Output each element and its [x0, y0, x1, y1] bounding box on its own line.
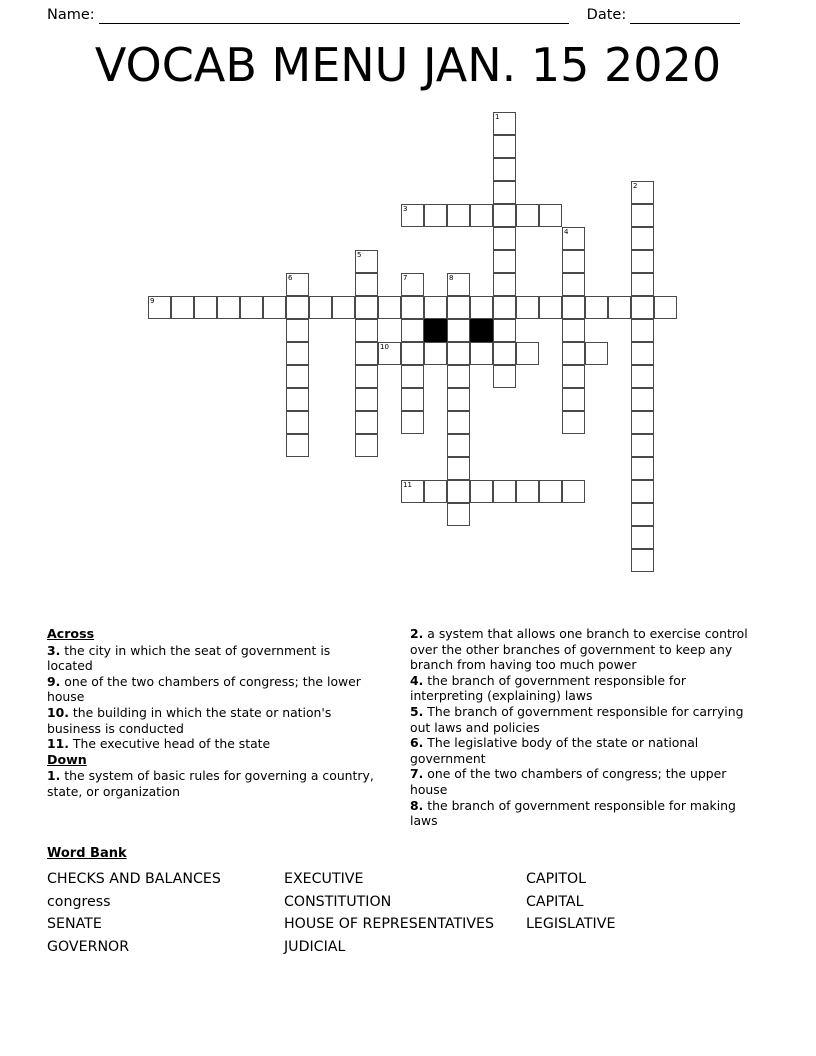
- date-label: Date:: [586, 7, 627, 23]
- crossword-cell[interactable]: [562, 296, 585, 319]
- crossword-cell[interactable]: [493, 365, 516, 388]
- crossword-cell[interactable]: [631, 526, 654, 549]
- crossword-cell[interactable]: [332, 296, 355, 319]
- crossword-cell[interactable]: [378, 296, 401, 319]
- clue-number: 11.: [47, 736, 69, 752]
- word-bank-item: SENATE: [47, 916, 102, 933]
- clue-text: one of the two chambers of congress; the lower house: [47, 673, 361, 705]
- crossword-cell[interactable]: [562, 273, 585, 296]
- crossword-cell[interactable]: [631, 319, 654, 342]
- clue-text: The executive head of the state: [72, 736, 271, 752]
- crossword-cell[interactable]: [401, 342, 424, 365]
- word-bank-column-3: [526, 868, 726, 936]
- word-bank-item: CAPITOL: [526, 871, 587, 887]
- crossword-cell[interactable]: [355, 250, 378, 273]
- crossword-cell[interactable]: [631, 503, 654, 526]
- crossword-cell[interactable]: [562, 365, 585, 388]
- crossword-cell[interactable]: [562, 319, 585, 342]
- crossword-cell-number: 2: [633, 182, 638, 190]
- clue-text: the city in which the seat of government is located: [47, 642, 331, 674]
- crossword-cell[interactable]: [447, 204, 470, 227]
- crossword-cell[interactable]: [286, 388, 309, 411]
- crossword-cell[interactable]: [309, 296, 332, 319]
- crossword-cell[interactable]: [631, 434, 654, 457]
- crossword-cell[interactable]: [447, 296, 470, 319]
- crossword-cell[interactable]: [401, 204, 424, 227]
- clue-down-5: [410, 704, 755, 735]
- crossword-cell[interactable]: [447, 365, 470, 388]
- crossword-cell[interactable]: [447, 480, 470, 503]
- clues-section: [47, 626, 769, 829]
- crossword-cell[interactable]: [493, 135, 516, 158]
- page-title: VOCAB MENU JAN. 15 2020: [94, 38, 722, 92]
- name-label: Name:: [47, 7, 95, 23]
- crossword-cell[interactable]: [631, 480, 654, 503]
- crossword-cell[interactable]: [286, 296, 309, 319]
- crossword-cell[interactable]: [378, 342, 401, 365]
- crossword-cell[interactable]: [148, 296, 171, 319]
- clue-across-3: [47, 643, 377, 674]
- crossword-cell[interactable]: [516, 204, 539, 227]
- crossword-cell[interactable]: [539, 480, 562, 503]
- word-bank-column-1: [47, 868, 284, 958]
- crossword-cell[interactable]: [355, 319, 378, 342]
- crossword-cell[interactable]: [447, 503, 470, 526]
- crossword-cell[interactable]: [286, 342, 309, 365]
- crossword-cell[interactable]: [493, 181, 516, 204]
- clue-text: the system of basic rules for governing a country, state, or organization: [47, 768, 374, 799]
- crossword-block-cell: [470, 319, 493, 342]
- clue-across-11: [47, 736, 377, 752]
- clue-number: 6.: [410, 735, 424, 751]
- crossword-block-cell: [424, 319, 447, 342]
- crossword-cell[interactable]: [539, 204, 562, 227]
- crossword-cell[interactable]: [631, 342, 654, 365]
- clue-text: a system that allows one branch to exercise control over the other branches of government to keep any branch from having too much power: [410, 626, 748, 673]
- crossword-cell[interactable]: [562, 250, 585, 273]
- crossword-cell[interactable]: [631, 204, 654, 227]
- crossword-cell-number: 3: [403, 205, 408, 213]
- crossword-cell[interactable]: [654, 296, 677, 319]
- word-bank-item: congress: [47, 893, 111, 910]
- crossword-cell-number: 1: [495, 113, 500, 121]
- word-bank-heading: Word Bank: [47, 846, 127, 861]
- crossword-cell[interactable]: [355, 388, 378, 411]
- crossword-cell[interactable]: [355, 273, 378, 296]
- crossword-cell[interactable]: [585, 296, 608, 319]
- crossword-cell[interactable]: [493, 296, 516, 319]
- crossword-cell-number: 9: [150, 297, 155, 305]
- crossword-cell[interactable]: [355, 342, 378, 365]
- clue-down-7: [410, 766, 755, 797]
- word-bank-item: EXECUTIVE: [284, 871, 364, 887]
- crossword-cell[interactable]: [447, 388, 470, 411]
- word-bank-item: HOUSE OF REPRESENTATIVES: [284, 916, 495, 933]
- crossword-cell[interactable]: [562, 342, 585, 365]
- word-bank-item: LEGISLATIVE: [526, 916, 616, 933]
- crossword-cell[interactable]: [355, 365, 378, 388]
- clue-text: The legislative body of the state or national government: [410, 735, 699, 766]
- crossword-cell[interactable]: [562, 388, 585, 411]
- across-heading: Across: [47, 626, 95, 641]
- crossword-cell[interactable]: [631, 181, 654, 204]
- clue-across-9: [47, 674, 377, 705]
- crossword-cell[interactable]: [631, 388, 654, 411]
- word-bank-item: GOVERNOR: [47, 938, 130, 955]
- clue-across-10: [47, 705, 377, 736]
- crossword-cell[interactable]: [240, 296, 263, 319]
- clue-text: the branch of government responsible for making laws: [410, 797, 736, 829]
- crossword-cell[interactable]: [263, 296, 286, 319]
- crossword-cell[interactable]: [447, 411, 470, 434]
- crossword-cell[interactable]: [286, 434, 309, 457]
- crossword-cell[interactable]: [631, 250, 654, 273]
- crossword-cell[interactable]: [401, 365, 424, 388]
- crossword-cell[interactable]: [493, 342, 516, 365]
- crossword-cell[interactable]: [401, 388, 424, 411]
- crossword-cell[interactable]: [355, 296, 378, 319]
- crossword-cell[interactable]: [493, 250, 516, 273]
- crossword-cell[interactable]: [424, 480, 447, 503]
- crossword-cell[interactable]: [608, 296, 631, 319]
- crossword-cell[interactable]: [631, 227, 654, 250]
- crossword-cell[interactable]: [401, 319, 424, 342]
- crossword-cell[interactable]: [286, 411, 309, 434]
- clues-column-right: [410, 626, 755, 829]
- clues-column-left: [47, 626, 377, 800]
- crossword-cell[interactable]: [562, 411, 585, 434]
- crossword-cell-number: 11: [403, 481, 412, 489]
- crossword-cell[interactable]: [447, 434, 470, 457]
- crossword-cell[interactable]: [562, 480, 585, 503]
- clue-number: 7.: [410, 766, 424, 782]
- crossword-cell-number: 8: [449, 274, 454, 282]
- clue-text: The branch of government responsible for carrying out laws and policies: [410, 703, 744, 735]
- clue-text: the building in which the state or nation's business is conducted: [47, 704, 332, 736]
- crossword-cell[interactable]: [355, 411, 378, 434]
- crossword-cell[interactable]: [401, 273, 424, 296]
- crossword-cell[interactable]: [355, 434, 378, 457]
- crossword-cell-number: 7: [403, 274, 408, 282]
- crossword-cell[interactable]: [493, 480, 516, 503]
- clue-number: 2.: [410, 626, 424, 641]
- clue-number: 4.: [410, 672, 424, 688]
- clue-down-4: [410, 673, 755, 704]
- clue-number: 8.: [410, 797, 424, 813]
- clue-number: 5.: [410, 703, 424, 719]
- word-bank-columns: [47, 868, 769, 958]
- clue-down-1: [47, 768, 377, 799]
- crossword-cell[interactable]: [470, 296, 493, 319]
- clue-down-2: [410, 626, 755, 673]
- clue-text: the branch of government responsible for interpreting (explaining) laws: [410, 672, 686, 704]
- crossword-cell[interactable]: [516, 342, 539, 365]
- crossword-cell[interactable]: [470, 204, 493, 227]
- crossword-cell[interactable]: [401, 480, 424, 503]
- clue-number: 9.: [47, 673, 61, 689]
- crossword-cell[interactable]: [631, 411, 654, 434]
- crossword-cell[interactable]: [631, 365, 654, 388]
- crossword-cell-number: 10: [380, 343, 389, 351]
- crossword-cell[interactable]: [493, 319, 516, 342]
- word-bank-item: JUDICIAL: [284, 938, 346, 955]
- word-bank-item: CONSTITUTION: [284, 893, 392, 910]
- crossword-cell-number: 6: [288, 274, 293, 282]
- crossword-cell[interactable]: [516, 480, 539, 503]
- crossword-cell[interactable]: [401, 411, 424, 434]
- clue-number: 1.: [47, 768, 61, 784]
- word-bank-item: CAPITAL: [526, 893, 584, 910]
- crossword-cell[interactable]: [286, 365, 309, 388]
- crossword-cell[interactable]: [539, 296, 562, 319]
- crossword-cell[interactable]: [470, 480, 493, 503]
- crossword-cell[interactable]: [447, 319, 470, 342]
- crossword-cell[interactable]: [562, 227, 585, 250]
- crossword-cell[interactable]: [493, 273, 516, 296]
- clue-number: 3.: [47, 642, 61, 658]
- crossword-cell[interactable]: [424, 204, 447, 227]
- crossword-cell[interactable]: [470, 342, 493, 365]
- crossword-cell[interactable]: [424, 342, 447, 365]
- crossword-cell[interactable]: [631, 549, 654, 572]
- clue-number: 10.: [47, 704, 69, 720]
- crossword-cell-number: 5: [357, 251, 362, 259]
- crossword-cell[interactable]: [401, 296, 424, 319]
- down-heading: Down: [47, 751, 87, 767]
- crossword-cell-number: 4: [564, 228, 569, 236]
- crossword-cell[interactable]: [447, 457, 470, 480]
- crossword-cell[interactable]: [493, 204, 516, 227]
- crossword-cell[interactable]: [493, 158, 516, 181]
- word-bank-section: [47, 845, 769, 958]
- crossword-cell[interactable]: [631, 273, 654, 296]
- crossword-cell[interactable]: [447, 273, 470, 296]
- crossword-cell[interactable]: [171, 296, 194, 319]
- word-bank-column-2: [284, 868, 526, 958]
- crossword-cell[interactable]: [286, 319, 309, 342]
- crossword-cell[interactable]: [447, 342, 470, 365]
- clue-down-8: [410, 798, 755, 829]
- word-bank-item: CHECKS AND BALANCES: [47, 871, 221, 887]
- crossword-cell[interactable]: [585, 342, 608, 365]
- crossword-cell[interactable]: [194, 296, 217, 319]
- clue-text: one of the two chambers of congress; the upper house: [410, 766, 727, 797]
- crossword-cell[interactable]: [631, 296, 654, 319]
- crossword-cell[interactable]: [493, 227, 516, 250]
- clue-down-6: [410, 735, 755, 766]
- crossword-cell[interactable]: [493, 112, 516, 135]
- crossword-cell[interactable]: [286, 273, 309, 296]
- crossword-cell[interactable]: [631, 457, 654, 480]
- crossword-cell[interactable]: [424, 296, 447, 319]
- crossword-cell[interactable]: [217, 296, 240, 319]
- crossword-cell[interactable]: [516, 296, 539, 319]
